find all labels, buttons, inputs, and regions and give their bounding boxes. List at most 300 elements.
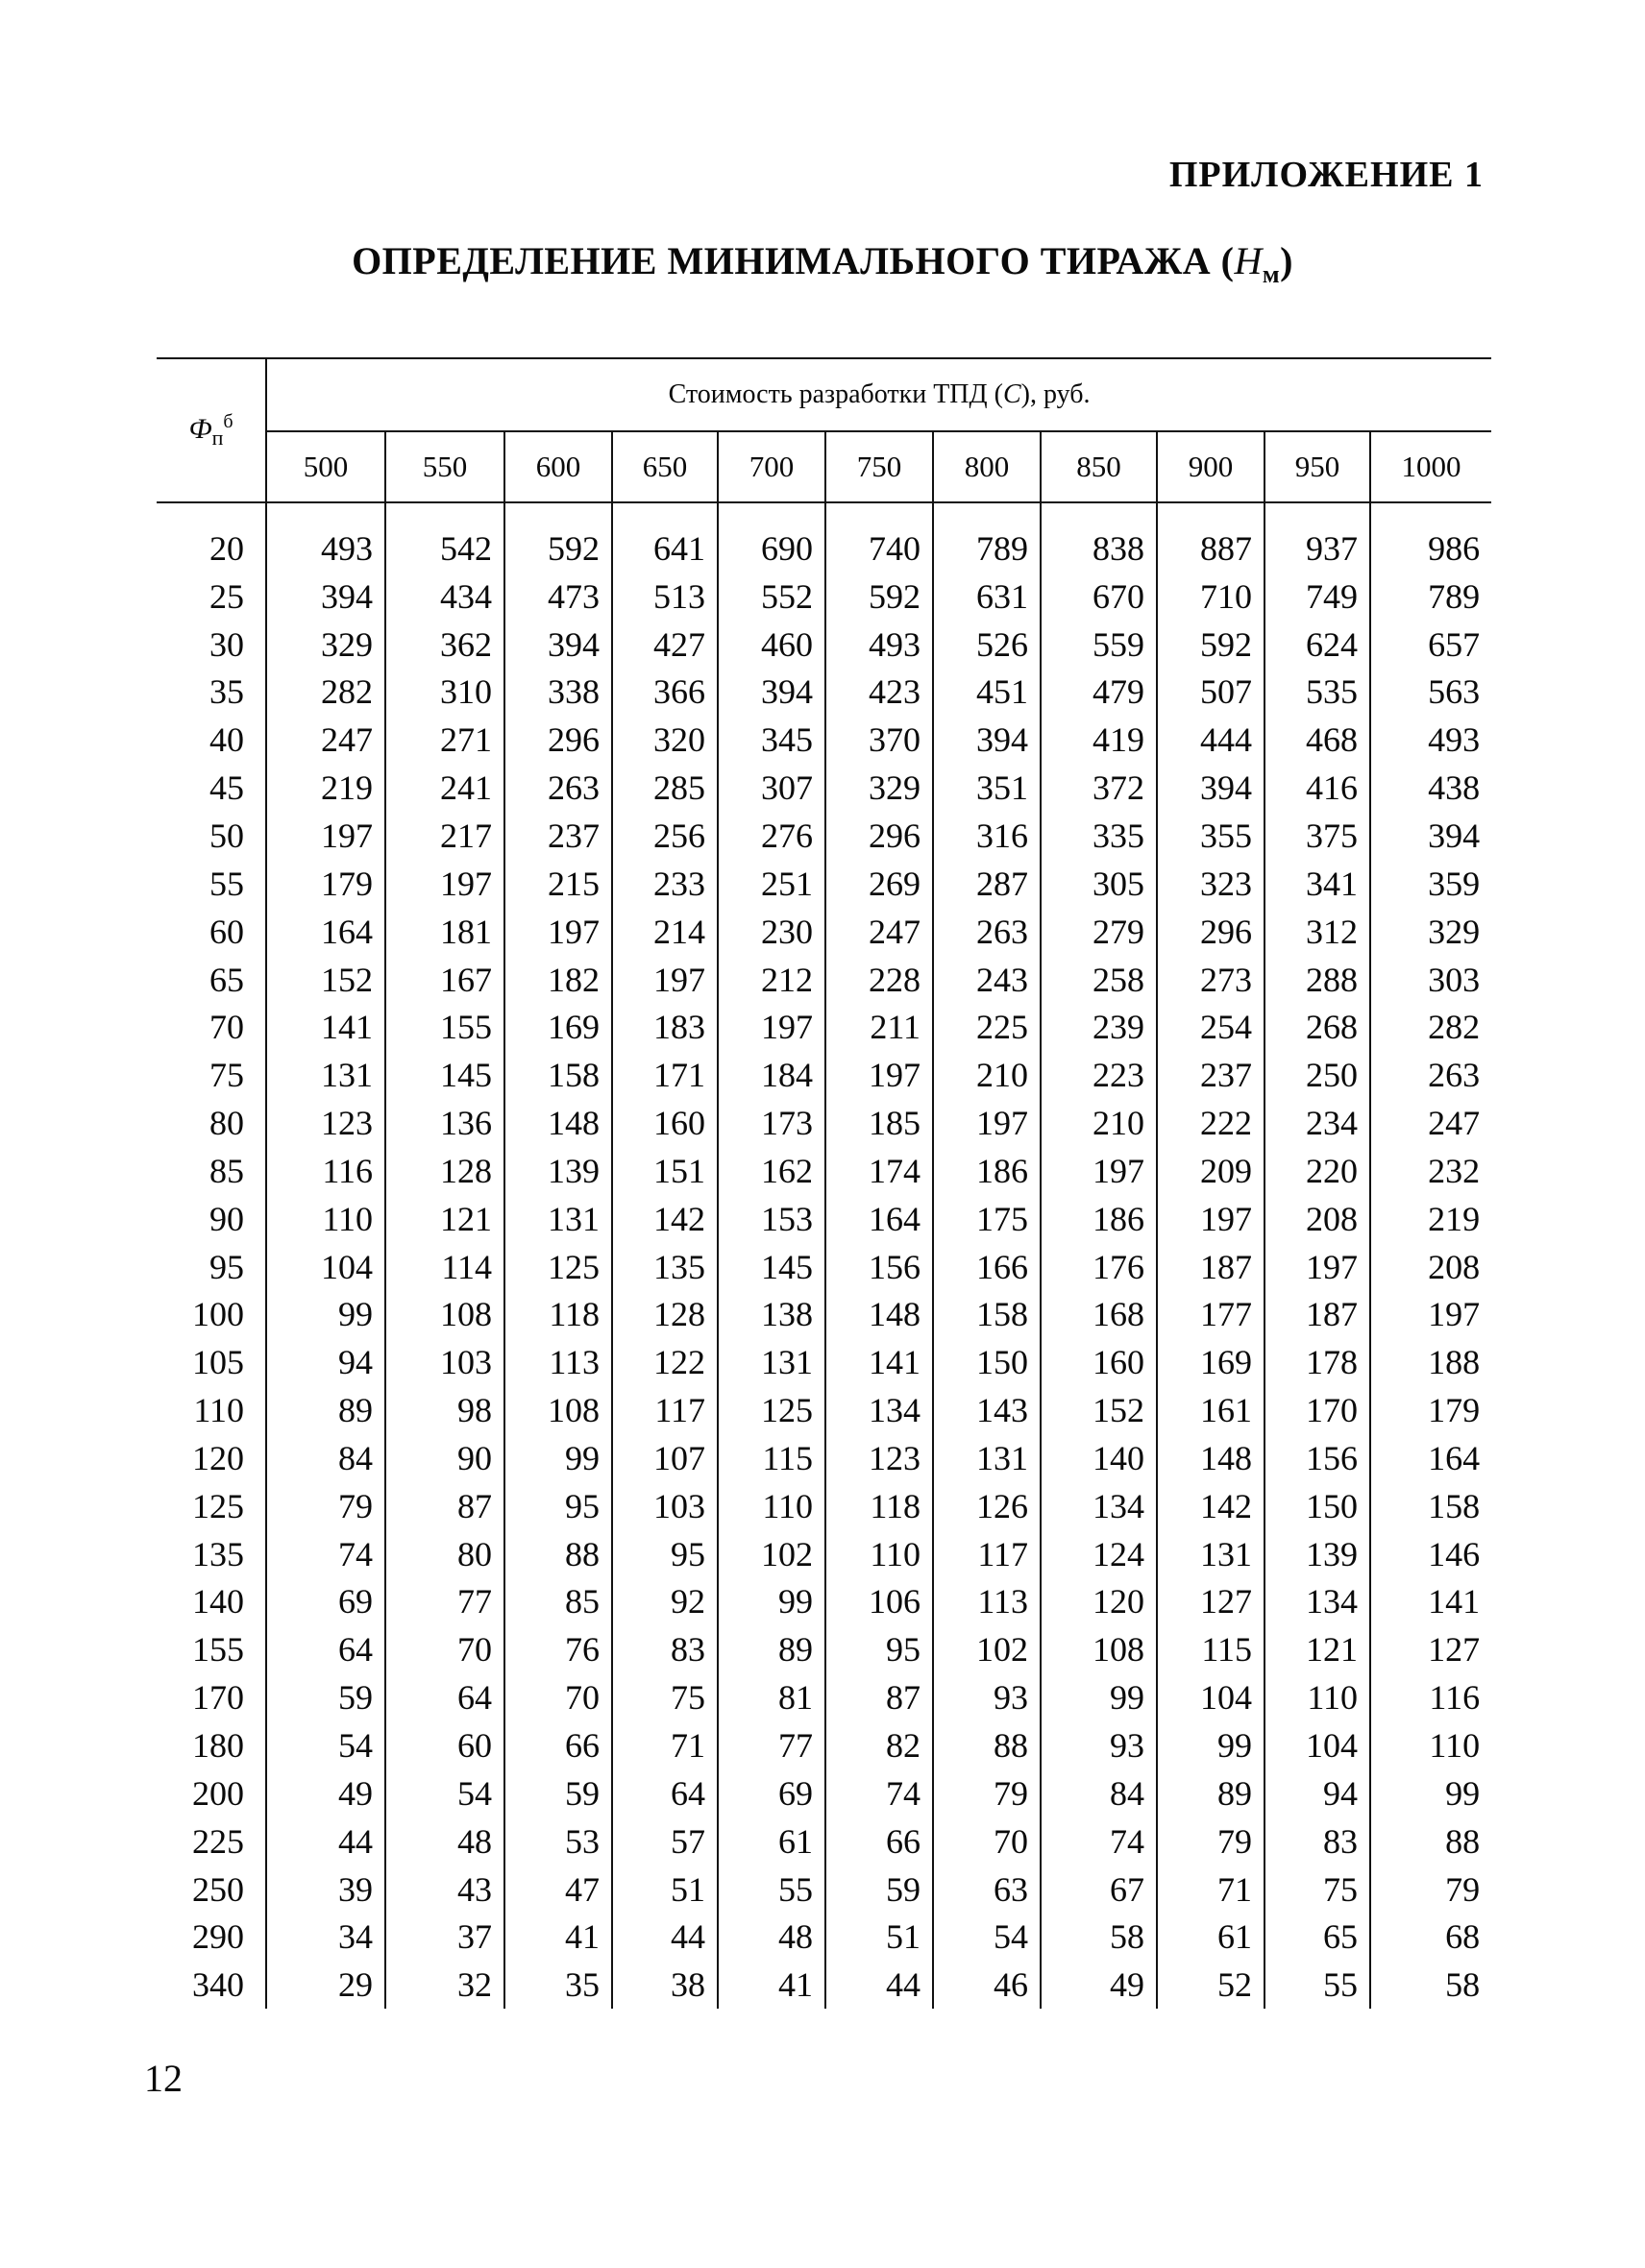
run-value-cell: 164 (825, 1195, 933, 1243)
table-row (157, 1291, 1491, 1339)
title-text: ОПРЕДЕЛЕНИЕ МИНИМАЛЬНОГО ТИРАЖА ( (352, 239, 1235, 282)
run-value-cell: 148 (825, 1291, 933, 1339)
run-value-cell: 438 (1370, 764, 1491, 812)
run-value-cell: 276 (718, 812, 825, 860)
run-value-cell: 84 (1041, 1769, 1157, 1817)
run-value-cell: 110 (718, 1482, 825, 1530)
run-value-cell: 305 (1041, 860, 1157, 908)
run-value-cell: 83 (1264, 1817, 1370, 1866)
table-row (157, 1625, 1491, 1673)
table-row (157, 1195, 1491, 1243)
run-value-cell: 77 (718, 1721, 825, 1769)
run-value-cell: 269 (825, 860, 933, 908)
spacer-cell (266, 502, 385, 524)
run-value-cell: 76 (504, 1625, 612, 1673)
run-value-cell: 234 (1264, 1099, 1370, 1147)
run-value-cell: 58 (1370, 1961, 1491, 2009)
run-value-cell: 99 (266, 1291, 385, 1339)
table-row (157, 1386, 1491, 1434)
run-value-cell: 288 (1264, 956, 1370, 1004)
table-row (157, 908, 1491, 956)
run-value-cell: 179 (266, 860, 385, 908)
run-value-cell: 451 (933, 669, 1041, 717)
run-value-cell: 142 (612, 1195, 718, 1243)
run-value-cell: 139 (504, 1147, 612, 1195)
run-value-cell: 186 (1041, 1195, 1157, 1243)
min-print-run-table (157, 357, 1491, 2009)
run-value-cell: 90 (385, 1434, 504, 1482)
table-row (157, 1051, 1491, 1099)
run-value-cell: 307 (718, 764, 825, 812)
run-value-cell: 65 (1264, 1913, 1370, 1961)
param-value-cell: 135 (192, 1534, 244, 1573)
run-value-cell: 178 (1264, 1338, 1370, 1386)
run-value-cell: 141 (825, 1338, 933, 1386)
table-row (157, 1673, 1491, 1721)
run-value-cell: 128 (612, 1291, 718, 1339)
run-value-cell: 247 (825, 908, 933, 956)
run-value-cell: 64 (266, 1625, 385, 1673)
run-value-cell: 225 (933, 1003, 1041, 1051)
run-value-cell: 61 (1157, 1913, 1264, 1961)
run-value-cell: 158 (504, 1051, 612, 1099)
run-value-cell: 108 (1041, 1625, 1157, 1673)
run-value-cell: 99 (1370, 1769, 1491, 1817)
run-value-cell: 131 (718, 1338, 825, 1386)
run-value-cell: 197 (385, 860, 504, 908)
run-value-cell: 237 (504, 812, 612, 860)
run-value-cell: 125 (718, 1386, 825, 1434)
run-value-cell: 215 (504, 860, 612, 908)
run-value-cell: 181 (385, 908, 504, 956)
run-value-cell: 99 (718, 1578, 825, 1626)
table-row (157, 1817, 1491, 1866)
run-value-cell: 103 (612, 1482, 718, 1530)
run-value-cell: 153 (718, 1195, 825, 1243)
run-value-cell: 258 (1041, 956, 1157, 1004)
run-value-cell: 173 (718, 1099, 825, 1147)
spacer-cell (1264, 502, 1370, 524)
table-row (157, 1721, 1491, 1769)
run-value-cell: 79 (933, 1769, 1041, 1817)
cost-column-header: 850 (1041, 431, 1157, 502)
spacer-cell (612, 502, 718, 524)
run-value-cell: 34 (266, 1913, 385, 1961)
run-value-cell: 52 (1157, 1961, 1264, 2009)
run-value-cell: 80 (385, 1530, 504, 1578)
cost-group-header (266, 358, 1491, 431)
run-value-cell: 473 (504, 573, 612, 621)
run-value-cell: 211 (825, 1003, 933, 1051)
run-value-cell: 110 (825, 1530, 933, 1578)
run-value-cell: 148 (1157, 1434, 1264, 1482)
table-row (157, 524, 1491, 573)
run-value-cell: 138 (718, 1291, 825, 1339)
run-value-cell: 493 (1370, 716, 1491, 764)
run-value-cell: 128 (385, 1147, 504, 1195)
run-value-cell: 110 (266, 1195, 385, 1243)
param-value-cell: 340 (192, 1965, 244, 2005)
run-value-cell: 362 (385, 621, 504, 669)
run-value-cell: 208 (1264, 1195, 1370, 1243)
run-value-cell: 230 (718, 908, 825, 956)
run-value-cell: 51 (612, 1866, 718, 1914)
run-value-cell: 71 (1157, 1866, 1264, 1914)
run-value-cell: 69 (266, 1578, 385, 1626)
run-value-cell: 158 (1370, 1482, 1491, 1530)
appendix-label: ПРИЛОЖЕНИЕ 1 (1168, 155, 1484, 195)
run-value-cell: 986 (1370, 524, 1491, 573)
run-value-cell: 359 (1370, 860, 1491, 908)
run-value-cell: 468 (1264, 716, 1370, 764)
run-value-cell: 444 (1157, 716, 1264, 764)
spacer-cell (825, 502, 933, 524)
run-value-cell: 263 (504, 764, 612, 812)
run-value-cell: 115 (1157, 1625, 1264, 1673)
run-value-cell: 184 (718, 1051, 825, 1099)
run-value-cell: 148 (504, 1099, 612, 1147)
param-value-cell: 55 (209, 864, 244, 903)
run-value-cell: 74 (266, 1530, 385, 1578)
run-value-cell: 68 (1370, 1913, 1491, 1961)
run-value-cell: 355 (1157, 812, 1264, 860)
table-row (157, 1003, 1491, 1051)
run-value-cell: 134 (825, 1386, 933, 1434)
run-value-cell: 740 (825, 524, 933, 573)
run-value-cell: 117 (612, 1386, 718, 1434)
run-value-cell: 155 (385, 1003, 504, 1051)
run-value-cell: 187 (1264, 1291, 1370, 1339)
run-value-cell: 135 (612, 1243, 718, 1291)
table-row (157, 1099, 1491, 1147)
run-value-cell: 39 (266, 1866, 385, 1914)
run-value-cell: 64 (385, 1673, 504, 1721)
run-value-cell: 94 (266, 1338, 385, 1386)
param-value-cell: 50 (209, 816, 244, 855)
spacer-cell (1370, 502, 1491, 524)
run-value-cell: 103 (385, 1338, 504, 1386)
run-value-cell: 67 (1041, 1866, 1157, 1914)
run-value-cell: 250 (1264, 1051, 1370, 1099)
cost-column-header: 950 (1264, 431, 1370, 502)
spacer-cell (385, 502, 504, 524)
run-value-cell: 162 (718, 1147, 825, 1195)
run-value-cell: 54 (266, 1721, 385, 1769)
run-value-cell: 169 (504, 1003, 612, 1051)
run-value-cell: 296 (825, 812, 933, 860)
run-value-cell: 592 (1157, 621, 1264, 669)
run-value-cell: 70 (933, 1817, 1041, 1866)
run-value-cell: 152 (266, 956, 385, 1004)
run-value-cell: 79 (266, 1482, 385, 1530)
run-value-cell: 273 (1157, 956, 1264, 1004)
run-value-cell: 58 (1041, 1913, 1157, 1961)
run-value-cell: 179 (1370, 1386, 1491, 1434)
run-value-cell: 171 (612, 1051, 718, 1099)
run-value-cell: 394 (504, 621, 612, 669)
run-value-cell: 789 (1370, 573, 1491, 621)
run-value-cell: 95 (612, 1530, 718, 1578)
run-value-cell: 219 (1370, 1195, 1491, 1243)
run-value-cell: 131 (933, 1434, 1041, 1482)
run-value-cell: 220 (1264, 1147, 1370, 1195)
run-value-cell: 592 (504, 524, 612, 573)
run-value-cell: 749 (1264, 573, 1370, 621)
run-value-cell: 54 (385, 1769, 504, 1817)
run-value-cell: 139 (1264, 1530, 1370, 1578)
run-value-cell: 187 (1157, 1243, 1264, 1291)
run-value-cell: 320 (612, 716, 718, 764)
run-value-cell: 81 (718, 1673, 825, 1721)
run-value-cell: 329 (266, 621, 385, 669)
run-value-cell: 70 (504, 1673, 612, 1721)
run-value-cell: 156 (825, 1243, 933, 1291)
run-value-cell: 57 (612, 1817, 718, 1866)
run-value-cell: 55 (718, 1866, 825, 1914)
run-value-cell: 131 (266, 1051, 385, 1099)
run-value-cell: 48 (718, 1913, 825, 1961)
cost-group-label-pre: Стоимость разработки ТПД ( (668, 379, 1003, 409)
run-value-cell: 108 (504, 1386, 612, 1434)
run-value-cell: 479 (1041, 669, 1157, 717)
cost-column-header: 550 (385, 431, 504, 502)
run-value-cell: 493 (825, 621, 933, 669)
param-value-cell: 110 (193, 1391, 244, 1430)
run-value-cell: 37 (385, 1913, 504, 1961)
table-row (157, 956, 1491, 1004)
table-row (157, 669, 1491, 717)
run-value-cell: 53 (504, 1817, 612, 1866)
run-value-cell: 254 (1157, 1003, 1264, 1051)
run-value-cell: 197 (933, 1099, 1041, 1147)
run-value-cell: 60 (385, 1721, 504, 1769)
param-value-cell: 70 (209, 1008, 244, 1047)
run-value-cell: 117 (933, 1530, 1041, 1578)
run-value-cell: 131 (504, 1195, 612, 1243)
run-value-cell: 164 (1370, 1434, 1491, 1482)
run-value-cell: 838 (1041, 524, 1157, 573)
run-value-cell: 127 (1157, 1578, 1264, 1626)
table-row (157, 573, 1491, 621)
run-value-cell: 156 (1264, 1434, 1370, 1482)
run-value-cell: 239 (1041, 1003, 1157, 1051)
title-close: ) (1280, 239, 1293, 282)
run-value-cell: 89 (266, 1386, 385, 1434)
run-value-cell: 641 (612, 524, 718, 573)
run-value-cell: 394 (933, 716, 1041, 764)
run-value-cell: 631 (933, 573, 1041, 621)
run-value-cell: 219 (266, 764, 385, 812)
run-value-cell: 263 (933, 908, 1041, 956)
spacer-cell (504, 502, 612, 524)
run-value-cell: 46 (933, 1961, 1041, 2009)
run-value-cell: 32 (385, 1961, 504, 2009)
run-value-cell: 285 (612, 764, 718, 812)
run-value-cell: 89 (718, 1625, 825, 1673)
param-value-cell: 60 (209, 912, 244, 951)
run-value-cell: 63 (933, 1866, 1041, 1914)
run-value-cell: 118 (504, 1291, 612, 1339)
cost-column-header: 800 (933, 431, 1041, 502)
run-value-cell: 177 (1157, 1291, 1264, 1339)
table-row (157, 1530, 1491, 1578)
run-value-cell: 197 (1264, 1243, 1370, 1291)
table-row (157, 1482, 1491, 1530)
param-value-cell: 40 (209, 720, 244, 760)
run-value-cell: 158 (933, 1291, 1041, 1339)
run-value-cell: 59 (266, 1673, 385, 1721)
run-value-cell: 256 (612, 812, 718, 860)
spacer-cell (718, 502, 825, 524)
run-value-cell: 394 (1157, 764, 1264, 812)
run-value-cell: 209 (1157, 1147, 1264, 1195)
run-value-cell: 168 (1041, 1291, 1157, 1339)
param-value-cell: 80 (209, 1104, 244, 1143)
run-value-cell: 263 (1370, 1051, 1491, 1099)
run-value-cell: 54 (933, 1913, 1041, 1961)
run-value-cell: 460 (718, 621, 825, 669)
run-value-cell: 170 (1264, 1386, 1370, 1434)
page-number: 12 (144, 2057, 183, 2100)
run-value-cell: 296 (504, 716, 612, 764)
run-value-cell: 92 (612, 1578, 718, 1626)
run-value-cell: 77 (385, 1578, 504, 1626)
run-value-cell: 232 (1370, 1147, 1491, 1195)
run-value-cell: 210 (1041, 1099, 1157, 1147)
run-value-cell: 166 (933, 1243, 1041, 1291)
run-value-cell: 223 (1041, 1051, 1157, 1099)
run-value-cell: 312 (1264, 908, 1370, 956)
run-value-cell: 123 (825, 1434, 933, 1482)
param-value-cell: 45 (209, 768, 244, 808)
param-value-cell: 200 (192, 1773, 244, 1813)
param-value-cell: 290 (192, 1917, 244, 1957)
run-value-cell: 121 (385, 1195, 504, 1243)
run-value-cell: 75 (612, 1673, 718, 1721)
run-value-cell: 160 (612, 1099, 718, 1147)
run-value-cell: 282 (1370, 1003, 1491, 1051)
run-value-cell: 394 (718, 669, 825, 717)
run-value-cell: 316 (933, 812, 1041, 860)
run-value-cell: 214 (612, 908, 718, 956)
param-value-cell: 180 (192, 1726, 244, 1766)
run-value-cell: 251 (718, 860, 825, 908)
table-row (157, 1434, 1491, 1482)
param-value-cell: 25 (209, 576, 244, 616)
run-value-cell: 143 (933, 1386, 1041, 1434)
run-value-cell: 98 (385, 1386, 504, 1434)
run-value-cell: 49 (1041, 1961, 1157, 2009)
run-value-cell: 108 (385, 1291, 504, 1339)
run-value-cell: 115 (718, 1434, 825, 1482)
run-value-cell: 88 (1370, 1817, 1491, 1866)
run-value-cell: 142 (1157, 1482, 1264, 1530)
run-value-cell: 169 (1157, 1338, 1264, 1386)
run-value-cell: 233 (612, 860, 718, 908)
run-value-cell: 303 (1370, 956, 1491, 1004)
run-value-cell: 145 (718, 1243, 825, 1291)
run-value-cell: 44 (825, 1961, 933, 2009)
run-value-cell: 29 (266, 1961, 385, 2009)
table-row (157, 812, 1491, 860)
run-value-cell: 83 (612, 1625, 718, 1673)
param-value-cell: 140 (192, 1582, 244, 1622)
run-value-cell: 61 (718, 1817, 825, 1866)
run-value-cell: 146 (1370, 1530, 1491, 1578)
cost-column-header: 1000 (1370, 431, 1491, 502)
run-value-cell: 559 (1041, 621, 1157, 669)
run-value-cell: 247 (266, 716, 385, 764)
run-value-cell: 110 (1264, 1673, 1370, 1721)
title-symbol: Н (1234, 239, 1263, 282)
cost-header-row (157, 431, 1491, 502)
cost-column-header: 600 (504, 431, 612, 502)
run-value-cell: 47 (504, 1866, 612, 1914)
run-value-cell: 887 (1157, 524, 1264, 573)
run-value-cell: 394 (266, 573, 385, 621)
run-value-cell: 174 (825, 1147, 933, 1195)
run-value-cell: 182 (504, 956, 612, 1004)
param-value-cell: 120 (192, 1438, 244, 1477)
run-value-cell: 164 (266, 908, 385, 956)
run-value-cell: 176 (1041, 1243, 1157, 1291)
run-value-cell: 323 (1157, 860, 1264, 908)
run-value-cell: 329 (825, 764, 933, 812)
run-value-cell: 329 (1370, 908, 1491, 956)
run-value-cell: 134 (1264, 1578, 1370, 1626)
run-value-cell: 104 (1264, 1721, 1370, 1769)
run-value-cell: 419 (1041, 716, 1157, 764)
run-value-cell: 513 (612, 573, 718, 621)
cost-group-label-post: ), руб. (1020, 379, 1091, 409)
param-value-cell: 250 (192, 1869, 244, 1909)
param-value-cell: 170 (192, 1678, 244, 1718)
param-value-cell: 85 (209, 1151, 244, 1190)
run-value-cell: 41 (718, 1961, 825, 2009)
run-value-cell: 375 (1264, 812, 1370, 860)
param-value-cell: 125 (192, 1486, 244, 1525)
param-value-cell: 105 (192, 1343, 244, 1382)
run-value-cell: 341 (1264, 860, 1370, 908)
run-value-cell: 127 (1370, 1625, 1491, 1673)
run-value-cell: 228 (825, 956, 933, 1004)
run-value-cell: 59 (504, 1769, 612, 1817)
run-value-cell: 74 (1041, 1817, 1157, 1866)
run-value-cell: 74 (825, 1769, 933, 1817)
run-value-cell: 95 (825, 1625, 933, 1673)
run-value-cell: 279 (1041, 908, 1157, 956)
run-value-cell: 104 (1157, 1673, 1264, 1721)
run-value-cell: 416 (1264, 764, 1370, 812)
param-value-cell: 30 (209, 624, 244, 664)
run-value-cell: 122 (612, 1338, 718, 1386)
run-value-cell: 161 (1157, 1386, 1264, 1434)
run-value-cell: 64 (612, 1769, 718, 1817)
run-value-cell: 41 (504, 1913, 612, 1961)
run-value-cell: 141 (1370, 1578, 1491, 1626)
run-value-cell: 69 (718, 1769, 825, 1817)
param-header (157, 358, 266, 502)
run-value-cell: 106 (825, 1578, 933, 1626)
run-value-cell: 210 (933, 1051, 1041, 1099)
run-value-cell: 44 (612, 1913, 718, 1961)
header-spacer (157, 502, 1491, 524)
run-value-cell: 118 (825, 1482, 933, 1530)
run-value-cell: 282 (266, 669, 385, 717)
run-value-cell: 183 (612, 1003, 718, 1051)
run-value-cell: 197 (718, 1003, 825, 1051)
table-row (157, 1243, 1491, 1291)
